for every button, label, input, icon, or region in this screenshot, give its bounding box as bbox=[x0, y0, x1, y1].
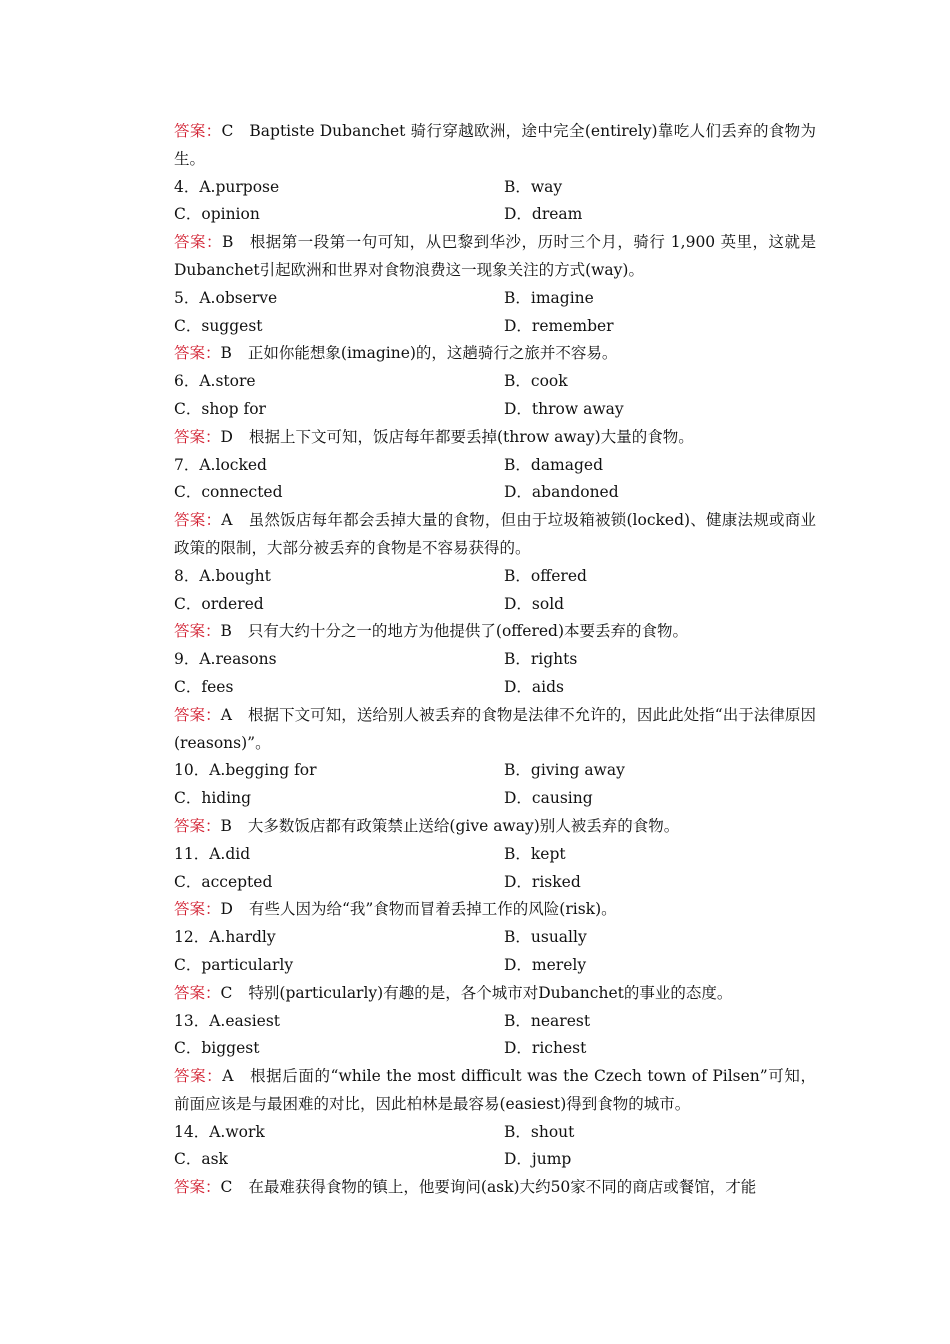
answer-label: 答案： bbox=[174, 1067, 223, 1086]
option-row bbox=[136, 952, 816, 980]
option-left: C．hiding bbox=[174, 789, 252, 808]
option-row bbox=[136, 924, 816, 952]
answer-explanation bbox=[136, 229, 816, 285]
option-row bbox=[136, 1119, 816, 1147]
option-right: B．giving away bbox=[504, 761, 625, 780]
option-row bbox=[136, 313, 816, 341]
option-left: C．connected bbox=[174, 483, 283, 502]
explanation-text: 只有大约十分之一的地方为他提供了(offered)本要丢弃的食物。 bbox=[247, 622, 689, 641]
option-row bbox=[136, 591, 816, 619]
option-right: B．imagine bbox=[504, 288, 594, 307]
answer-letter: B bbox=[220, 816, 232, 835]
option-row bbox=[136, 201, 816, 229]
option-left: C．accepted bbox=[174, 872, 273, 891]
answer-label: 答案： bbox=[174, 427, 221, 446]
answer-label: 答案： bbox=[174, 705, 221, 724]
option-right: D．richest bbox=[504, 1039, 587, 1058]
option-left: C．particularly bbox=[174, 955, 294, 974]
option-right: D．merely bbox=[504, 955, 587, 974]
option-right: B．rights bbox=[504, 650, 578, 669]
explanation-text: Baptiste Dubanchet 骑行穿越欧洲，途中完全(entirely)靠吃人们丢弃的食物为生。 bbox=[174, 122, 816, 168]
option-row bbox=[136, 1008, 816, 1036]
option-left: 9．A.reasons bbox=[174, 650, 277, 669]
answer-explanation bbox=[136, 702, 816, 758]
option-row bbox=[136, 869, 816, 897]
explanation-text: 根据下文可知，送给别人被丢弃的食物是法律不允许的，因此此处指“出于法律原因(reasons)”。 bbox=[174, 705, 816, 752]
answer-explanation bbox=[136, 618, 816, 646]
answer-label: 答案： bbox=[174, 511, 222, 530]
option-row bbox=[136, 563, 816, 591]
answer-letter: D bbox=[220, 900, 233, 919]
option-row bbox=[136, 285, 816, 313]
answer-explanation bbox=[136, 424, 816, 452]
option-right: D．remember bbox=[504, 316, 614, 335]
option-left: C．shop for bbox=[174, 399, 266, 418]
option-row bbox=[136, 646, 816, 674]
option-row bbox=[136, 479, 816, 507]
option-right: D．jump bbox=[504, 1150, 572, 1169]
option-row bbox=[136, 396, 816, 424]
answer-letter: B bbox=[220, 622, 232, 641]
explanation-text: 根据后面的“while the most difficult was the Czech town of Pilsen”可知，前面应该是与最困难的对比，因此柏林是最容易(easiest)得到食物的城市。 bbox=[174, 1067, 816, 1113]
option-left: C．ordered bbox=[174, 594, 264, 613]
option-right: B．cook bbox=[504, 372, 568, 391]
explanation-text: 根据上下文可知，饭店每年都要丢掉(throw away)大量的食物。 bbox=[248, 427, 694, 446]
answer-letter: A bbox=[222, 1067, 234, 1086]
answer-letter: D bbox=[220, 427, 233, 446]
answer-explanation bbox=[136, 980, 816, 1008]
option-right: B．damaged bbox=[504, 455, 604, 474]
answer-label: 答案： bbox=[174, 900, 221, 919]
option-row bbox=[136, 757, 816, 785]
answer-letter: B bbox=[220, 344, 232, 363]
answer-letter: C bbox=[220, 983, 233, 1002]
option-left: C．ask bbox=[174, 1150, 228, 1169]
option-left: 14．A.work bbox=[174, 1122, 265, 1141]
option-row bbox=[136, 452, 816, 480]
explanation-text: 虽然饭店每年都会丢掉大量的食物，但由于垃圾箱被锁(locked)、健康法规或商业政策的限制，大部分被丢弃的食物是不容易获得的。 bbox=[174, 511, 816, 557]
explanation-text: 大多数饭店都有政策禁止送给(give away)别人被丢弃的食物。 bbox=[247, 816, 680, 835]
option-right: B．offered bbox=[504, 566, 587, 585]
option-left: 12．A.hardly bbox=[174, 928, 276, 947]
option-left: C．opinion bbox=[174, 205, 260, 224]
answer-label: 答案： bbox=[174, 622, 221, 641]
answer-letter: B bbox=[221, 233, 234, 252]
option-right: D．throw away bbox=[504, 399, 624, 418]
answer-explanation bbox=[136, 1063, 816, 1119]
option-row bbox=[136, 785, 816, 813]
option-left: 11．A.did bbox=[174, 844, 251, 863]
answer-explanation bbox=[136, 118, 816, 174]
answer-explanation bbox=[136, 507, 816, 563]
option-row bbox=[136, 841, 816, 869]
option-right: B．way bbox=[504, 177, 563, 196]
answer-label: 答案： bbox=[174, 122, 222, 140]
answer-label: 答案： bbox=[174, 1178, 221, 1197]
option-left: 10．A.begging for bbox=[174, 761, 317, 780]
option-left: 6．A.store bbox=[174, 372, 256, 391]
answer-explanation bbox=[136, 340, 816, 368]
option-row bbox=[136, 674, 816, 702]
option-right: D．abandoned bbox=[504, 483, 619, 502]
option-left: 13．A.easiest bbox=[174, 1011, 281, 1030]
answer-explanation bbox=[136, 896, 816, 924]
option-right: D．sold bbox=[504, 594, 565, 613]
option-right: D．risked bbox=[504, 872, 581, 891]
option-right: D．causing bbox=[504, 789, 593, 808]
answer-label: 答案： bbox=[174, 983, 221, 1002]
option-right: B．shout bbox=[504, 1122, 575, 1141]
option-left: C．fees bbox=[174, 677, 234, 696]
option-left: 4．A.purpose bbox=[174, 177, 280, 196]
answer-label: 答案： bbox=[174, 816, 221, 835]
answer-key-content bbox=[136, 118, 816, 1202]
explanation-text: 在最难获得食物的镇上，他要询问(ask)大约50家不同的商店或餐馆，才能 bbox=[248, 1178, 757, 1197]
option-row bbox=[136, 1035, 816, 1063]
answer-explanation bbox=[136, 813, 816, 841]
option-right: B．nearest bbox=[504, 1011, 591, 1030]
answer-letter: A bbox=[220, 705, 232, 724]
answer-letter: C bbox=[220, 1178, 233, 1197]
option-row bbox=[136, 368, 816, 396]
option-row bbox=[136, 1146, 816, 1174]
option-left: 8．A.bought bbox=[174, 566, 271, 585]
explanation-text: 根据第一段第一句可知，从巴黎到华沙，历时三个月，骑行 1,900 英里，这就是Dubanchet引起欧洲和世界对食物浪费这一现象关注的方式(way)。 bbox=[174, 233, 816, 279]
option-right: D．aids bbox=[504, 677, 565, 696]
option-left: 7．A.locked bbox=[174, 455, 267, 474]
answer-label: 答案： bbox=[174, 233, 222, 252]
explanation-text: 有些人因为给“我”食物而冒着丢掉工作的风险(risk)。 bbox=[248, 900, 617, 919]
explanation-text: 特别(particularly)有趣的是，各个城市对Dubanchet的事业的态度。 bbox=[248, 983, 733, 1002]
option-left: C．suggest bbox=[174, 316, 263, 335]
option-left: C．biggest bbox=[174, 1039, 260, 1058]
option-left: 5．A.observe bbox=[174, 288, 278, 307]
answer-explanation bbox=[136, 1174, 816, 1202]
answer-label: 答案： bbox=[174, 344, 221, 363]
option-right: D．dream bbox=[504, 205, 583, 224]
answer-letter: C bbox=[221, 122, 234, 140]
answer-letter: A bbox=[221, 511, 233, 530]
option-row bbox=[136, 174, 816, 202]
option-right: B．kept bbox=[504, 844, 566, 863]
option-right: B．usually bbox=[504, 928, 587, 947]
explanation-text: 正如你能想象(imagine)的，这趟骑行之旅并不容易。 bbox=[247, 344, 618, 363]
